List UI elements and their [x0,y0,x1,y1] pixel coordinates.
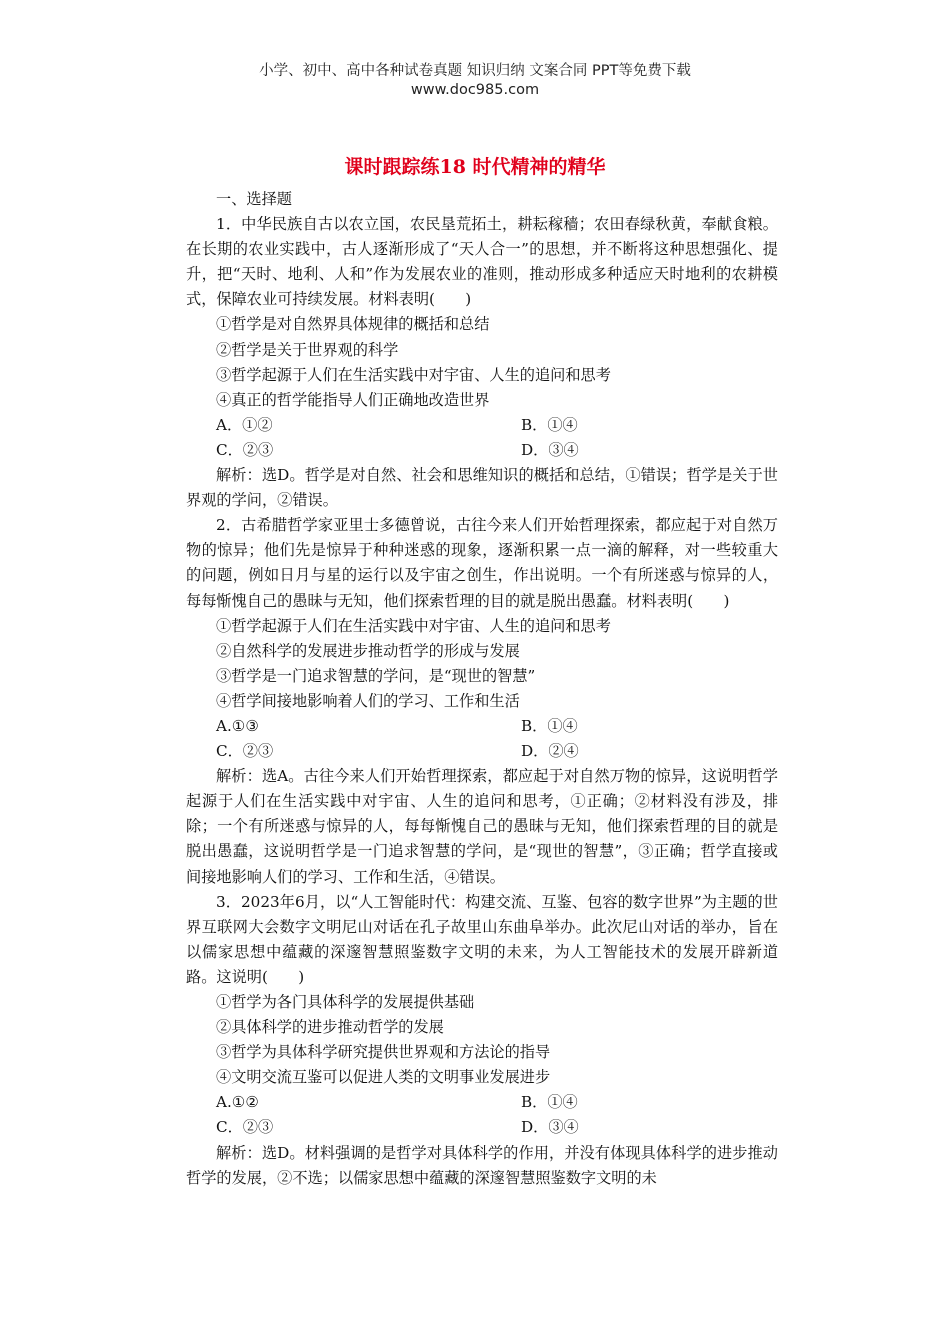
question-3 [186,890,778,1191]
answer-choices-row [186,413,778,438]
answer-choice-c: C．②③ [216,440,274,459]
answer-choices-row [186,714,778,739]
answer-choice-a: A.①② [216,1093,260,1112]
answer-choice-c: C．②③ [216,1118,274,1137]
answer-choice-b: B．①④ [521,415,578,434]
statement-option: ④文明交流互鉴可以促进人类的文明事业发展进步 [216,1068,551,1087]
answer-choice-d: D．③④ [521,1118,579,1137]
statement-option: ②自然科学的发展进步推动哲学的形成与发展 [216,641,520,660]
answer-choices-row [186,1090,778,1115]
document-title: 课时跟踪练18 时代精神的精华 [344,156,606,178]
statement-option: ④哲学间接地影响着人们的学习、工作和生活 [216,691,520,710]
question-stem: 2．古希腊哲学家亚里士多德曾说，古往今来人们开始哲理探索，都应起于对自然万物的惊异；他们先是惊异于种种迷惑的现象，逐渐积累一点一滴的解释，对一些较重大的问题，例如日月与星的运行以及宇宙之创生，作出说明。一个有所迷惑与惊异的人，每每惭愧自己的愚昧与无知，他们探索哲理的目的就是脱出愚蠢。材料表明( ) [186,516,778,610]
answer-choices-row [186,1115,778,1140]
statement-option: ④真正的哲学能指导人们正确地改造世界 [216,390,490,409]
statement-option: ③哲学起源于人们在生活实践中对宇宙、人生的追问和思考 [216,365,611,384]
answer-choice-b: B．①④ [521,1093,578,1112]
answer-choice-a: A．①② [216,415,273,434]
statement-option: ③哲学为具体科学研究提供世界观和方法论的指导 [216,1043,551,1062]
answer-choice-c: C．②③ [216,742,274,761]
page-header [0,62,950,100]
document-body [186,187,778,1191]
question-2 [186,513,778,889]
answer-choices-row [186,438,778,463]
statement-option: ③哲学是一门追求智慧的学问，是“现世的智慧” [216,666,536,685]
answer-analysis: 解析：选D。哲学是对自然、社会和思维知识的概括和总结，①错误；哲学是关于世界观的学问，②错误。 [186,466,778,510]
answer-choice-d: D．③④ [521,440,579,459]
answer-choices-row [186,739,778,764]
statement-option: ②具体科学的进步推动哲学的发展 [216,1018,444,1037]
header-website: www.doc985.com [410,82,540,98]
question-stem: 3．2023年6月，以“人工智能时代：构建交流、互鉴、包容的数字世界”为主题的世界互联网大会数字文明尼山对话在孔子故里山东曲阜举办。此次尼山对话的举办，旨在以儒家思想中蕴藏的深邃智慧照鉴数字文明的未来，为人工智能技术的发展开辟新道路。这说明( ) [186,892,778,986]
question-stem: 1．中华民族自古以农立国，农民垦荒拓土，耕耘稼穑；农田春绿秋黄，奉献食粮。在长期的农业实践中，古人逐渐形成了“天人合一”的思想，并不断将这种思想强化、提升，把“天时、地利、人和”作为发展农业的准则，推动形成多种适应天时地利的农耕模式，保障农业可持续发展。材料表明( ) [186,215,778,309]
answer-analysis: 解析：选A。古往今来人们开始哲理探索，都应起于对自然万物的惊异，这说明哲学起源于人们在生活实践中对宇宙、人生的追问和思考，①正确；②材料没有涉及，排除；一个有所迷惑与惊异的人，每每惭愧自己的愚昧与无知，他们探索哲理的目的就是脱出愚蠢，这说明哲学是一门追求智慧的学问，是“现世的智慧”，③正确；哲学直接或间接地影响人们的学习、工作和生活，④错误。 [186,767,778,886]
statement-option: ①哲学起源于人们在生活实践中对宇宙、人生的追问和思考 [216,616,611,635]
statement-option: ①哲学是对自然界具体规律的概括和总结 [216,315,490,334]
answer-choice-d: D．②④ [521,742,579,761]
statement-option: ①哲学为各门具体科学的发展提供基础 [216,993,475,1011]
statement-option: ②哲学是关于世界观的科学 [216,340,399,359]
answer-analysis: 解析：选D。材料强调的是哲学对具体科学的作用，并没有体现具体科学的进步推动哲学的发展，②不选；以儒家思想中蕴藏的深邃智慧照鉴数字文明的未 [186,1143,778,1187]
answer-choice-b: B．①④ [521,716,578,735]
question-1 [186,212,778,513]
header-slogan: 小学、初中、高中各种试卷真题 知识归纳 文案合同 PPT等免费下载 [259,63,691,79]
section-heading: 一、选择题 [216,190,292,208]
answer-choice-a: A.①③ [216,716,260,735]
